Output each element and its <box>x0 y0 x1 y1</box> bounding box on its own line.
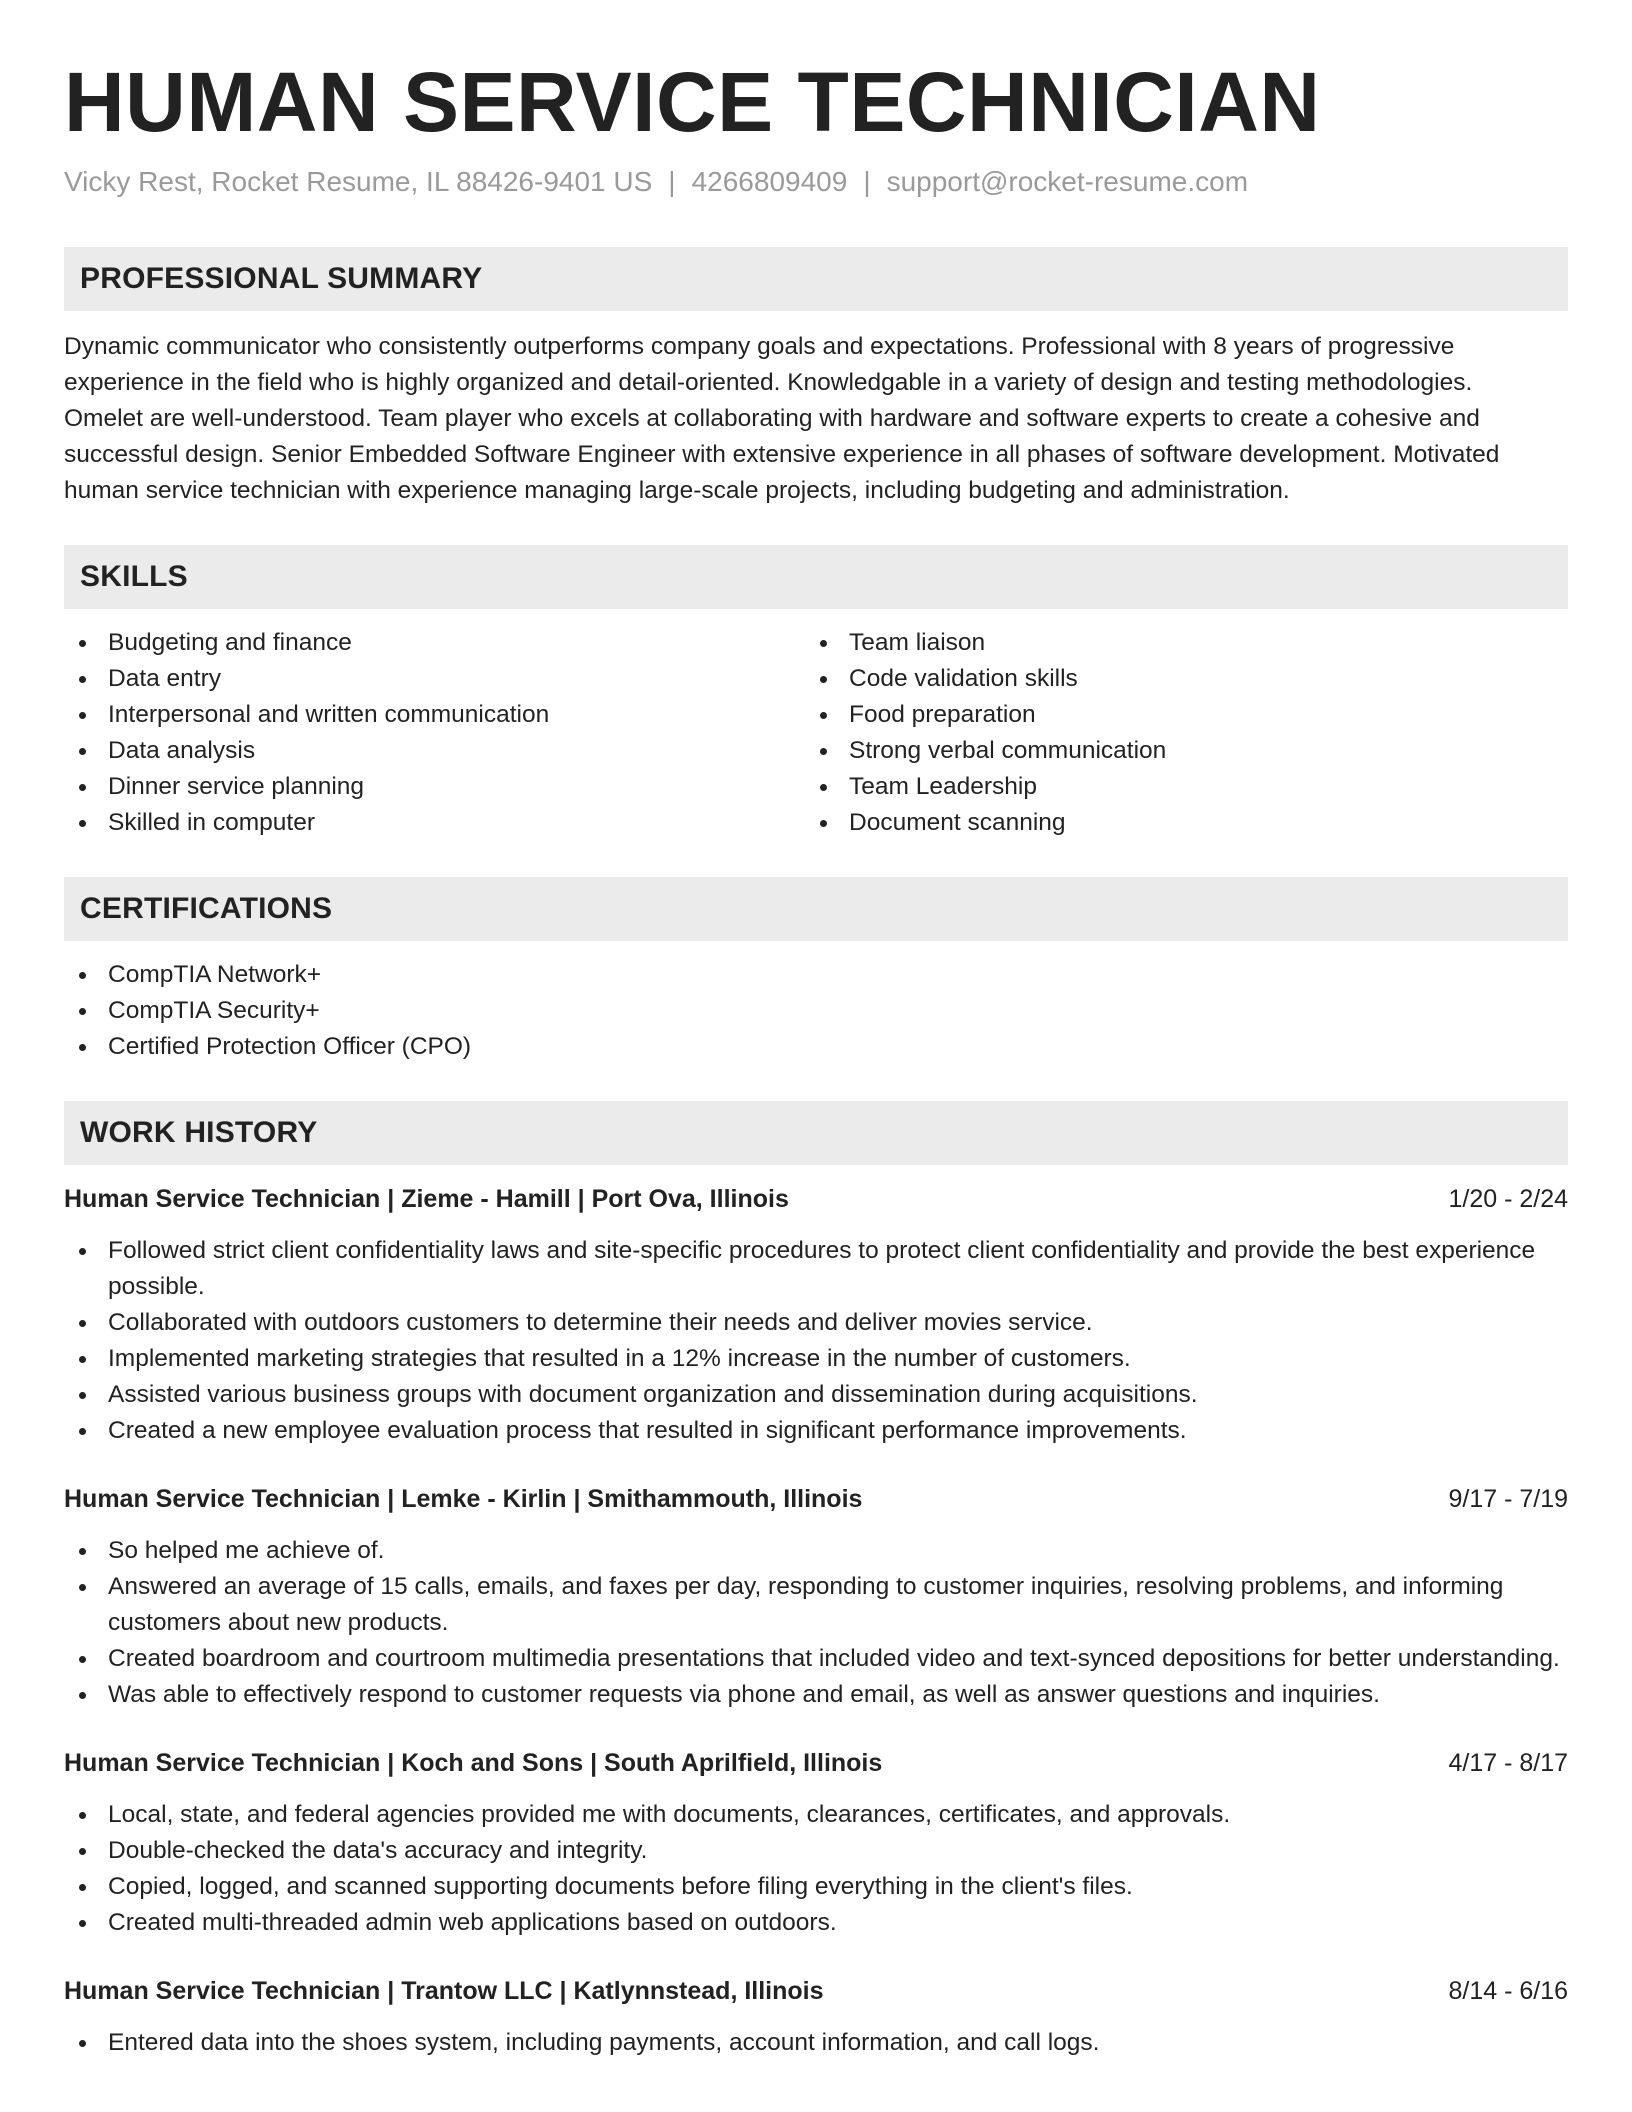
job-bullet: Copied, logged, and scanned supporting documents before filing everything in the client's files. <box>64 1869 1568 1905</box>
job-header <box>64 1745 1568 1781</box>
candidate-name: HUMAN SERVICE TECHNICIAN <box>64 55 1321 149</box>
job-title: Human Service Technician | Zieme - Hamill | Port Ova, Illinois <box>64 1185 789 1214</box>
contact-email[interactable]: support@rocket-resume.com <box>886 166 1249 198</box>
job-bullet: Answered an average of 15 calls, emails, and faxes per day, responding to customer inquiries, resolving problems, and informing customers about new products. <box>64 1569 1568 1641</box>
job-header <box>64 1481 1568 1517</box>
job-entry <box>64 1973 1568 2061</box>
certifications-heading: CERTIFICATIONS <box>64 877 1568 941</box>
job-header <box>64 1181 1568 1217</box>
job-bullets <box>64 1233 1568 1449</box>
skills-heading: SKILLS <box>64 545 1568 609</box>
summary-heading: PROFESSIONAL SUMMARY <box>64 247 1568 311</box>
contact-phone[interactable]: 4266809409 <box>691 166 848 198</box>
skill-item: Code validation skills <box>805 661 1568 697</box>
job-title: Human Service Technician | Lemke - Kirlin | Smithammouth, Illinois <box>64 1485 863 1514</box>
job-bullet: Created multi-threaded admin web applications based on outdoors. <box>64 1905 1568 1941</box>
skill-item: Budgeting and finance <box>64 625 805 661</box>
skill-item: Dinner service planning <box>64 769 805 805</box>
job-bullet: Entered data into the shoes system, including payments, account information, and call logs. <box>64 2025 1568 2061</box>
certifications-list <box>64 957 1568 1065</box>
job-bullet: Created a new employee evaluation process that resulted in significant performance improvements. <box>64 1413 1568 1449</box>
skill-item: Data entry <box>64 661 805 697</box>
summary-section <box>64 247 1568 509</box>
job-dates: 8/14 - 6/16 <box>1448 1977 1568 2006</box>
job-bullet: Followed strict client confidentiality laws and site-specific procedures to protect client confidentiality and provide the best experience possible. <box>64 1233 1568 1305</box>
skill-item: Document scanning <box>805 805 1568 841</box>
job-dates: 1/20 - 2/24 <box>1448 1185 1568 1214</box>
skill-item: Strong verbal communication <box>805 733 1568 769</box>
job-bullet: Assisted various business groups with document organization and dissemination during acquisitions. <box>64 1377 1568 1413</box>
summary-text: Dynamic communicator who consistently outperforms company goals and expectations. Professional with 8 years of progressive experience in the field who is highly organized and detail-oriented. Knowledgable in a variety of design and testing methodologies. Omelet are well-understood. Team player who excels at collaborating with hardware and software experts to create a cohesive and successful design. Senior Embedded Software Engineer with extensive experience in all phases of software development. Motivated human service technician with experience managing large-scale projects, including budgeting and administration. <box>64 333 1500 505</box>
job-entry <box>64 1181 1568 1449</box>
job-bullet: Local, state, and federal agencies provided me with documents, clearances, certificates, and approvals. <box>64 1797 1568 1833</box>
skill-item: Interpersonal and written communication <box>64 697 805 733</box>
job-dates: 9/17 - 7/19 <box>1448 1485 1568 1514</box>
job-bullet: So helped me achieve of. <box>64 1533 1568 1569</box>
certification-item: CompTIA Security+ <box>64 993 1568 1029</box>
skill-item: Data analysis <box>64 733 805 769</box>
certifications-section <box>64 877 1568 1065</box>
job-bullets <box>64 2025 1568 2061</box>
skill-item: Food preparation <box>805 697 1568 733</box>
job-bullet: Was able to effectively respond to customer requests via phone and email, as well as answer questions and inquiries. <box>64 1677 1568 1713</box>
skills-list-left <box>64 625 805 841</box>
job-entry <box>64 1745 1568 1941</box>
contact-address: Vicky Rest, Rocket Resume, IL 88426-9401 US <box>64 166 653 198</box>
skill-item: Team Leadership <box>805 769 1568 805</box>
contact-separator: | <box>863 166 871 198</box>
job-title: Human Service Technician | Trantow LLC | Katlynnstead, Illinois <box>64 1977 824 2006</box>
contact-separator: | <box>668 166 676 198</box>
job-bullets <box>64 1533 1568 1713</box>
skill-item: Skilled in computer <box>64 805 805 841</box>
job-bullets <box>64 1797 1568 1941</box>
job-header <box>64 1973 1568 2009</box>
skills-list-right <box>805 625 1568 841</box>
job-dates: 4/17 - 8/17 <box>1448 1749 1568 1778</box>
certification-item: Certified Protection Officer (CPO) <box>64 1029 1568 1065</box>
job-bullet: Collaborated with outdoors customers to determine their needs and deliver movies service. <box>64 1305 1568 1341</box>
job-title: Human Service Technician | Koch and Sons | South Aprilfield, Illinois <box>64 1749 883 1778</box>
job-bullet: Double-checked the data's accuracy and integrity. <box>64 1833 1568 1869</box>
job-entry <box>64 1481 1568 1713</box>
skills-section <box>64 545 1568 841</box>
skill-item: Team liaison <box>805 625 1568 661</box>
certification-item: CompTIA Network+ <box>64 957 1568 993</box>
job-bullet: Implemented marketing strategies that resulted in a 12% increase in the number of customers. <box>64 1341 1568 1377</box>
work-history-heading: WORK HISTORY <box>64 1101 1568 1165</box>
contact-line <box>64 166 1568 198</box>
work-history-section <box>64 1101 1568 2061</box>
job-bullet: Created boardroom and courtroom multimedia presentations that included video and text-synced depositions for better understanding. <box>64 1641 1568 1677</box>
skills-grid <box>64 625 1568 841</box>
